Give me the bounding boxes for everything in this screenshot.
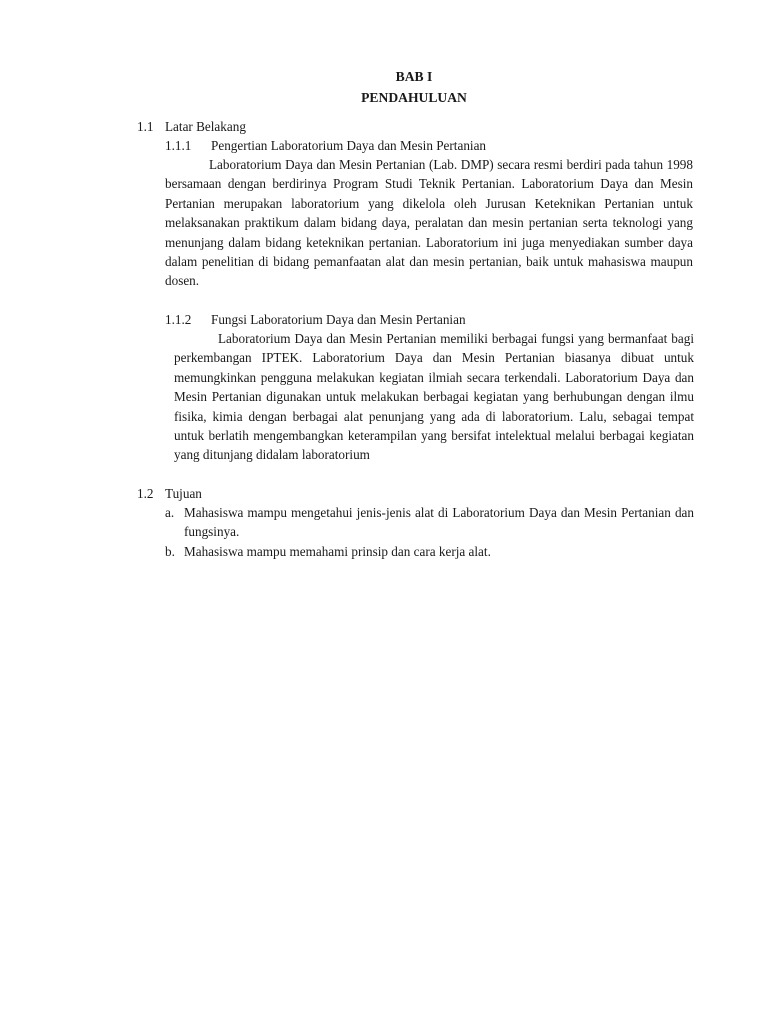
section-number: 1.2 <box>137 486 154 501</box>
section-title: Tujuan <box>165 486 202 501</box>
section-title: Pengertian Laboratorium Daya dan Mesin Pertanian <box>211 138 487 153</box>
section-number: 1.1.1 <box>165 138 192 153</box>
list-item-text: Mahasiswa mampu mengetahui jenis-jenis alat di Laboratorium Daya dan Mesin Pertanian dan fungsinya. <box>184 505 694 540</box>
section-number: 1.1 <box>137 119 154 134</box>
list-marker: a. <box>165 505 175 520</box>
list-marker: b. <box>165 544 175 559</box>
paragraph-pengertian: Laboratorium Daya dan Mesin Pertanian (Lab. DMP) secara resmi berdiri pada tahun 1998 bersamaan dengan berdirinya Program Studi Teknik Pertanian. Laboratorium Daya dan Mesin Pertanian merupakan laboratorium yang dikelola oleh Jurusan Keteknikan Pertanian untuk melaksanakan praktikum dalam bidang daya, peralatan dan mesin pertanian serta teknologi yang menunjang dalam bidang keteknikan pertanian. Laboratorium ini juga menyediakan sumber daya dalam penelitian di bidang pemanfaatan alat dan mesin pertanian, baik untuk mahasiswa maupun dosen. <box>165 157 693 289</box>
list-item-text: Mahasiswa mampu memahami prinsip dan cara kerja alat. <box>184 544 491 559</box>
list-item <box>165 503 694 542</box>
list-item <box>165 542 694 561</box>
section-number: 1.1.2 <box>165 312 192 327</box>
section-title: Latar Belakang <box>165 119 246 134</box>
chapter-title: PENDAHULUAN <box>361 90 467 105</box>
chapter-number: BAB I <box>395 69 433 84</box>
section-title: Fungsi Laboratorium Daya dan Mesin Pertanian <box>211 312 466 327</box>
paragraph-fungsi: Laboratorium Daya dan Mesin Pertanian memiliki berbagai fungsi yang bermanfaat bagi perkembangan IPTEK. Laboratorium Daya dan Mesin Pertanian biasanya dibuat untuk memungkinkan pengguna melakukan kegiatan ilmiah secara terkendali. Laboratorium Daya dan Mesin Pertanian digunakan untuk melakukan berbagai kegiatan yang berhubungan dengan ilmu fisika, kimia dengan berbagai alat penunjang yang ada di laboratorium. Lalu, sebagai tempat untuk berlatih mengembangkan keterampilan yang bersifat intelektual melalui berbagai kegiatan yang ditunjang didalam laboratorium <box>174 331 694 463</box>
